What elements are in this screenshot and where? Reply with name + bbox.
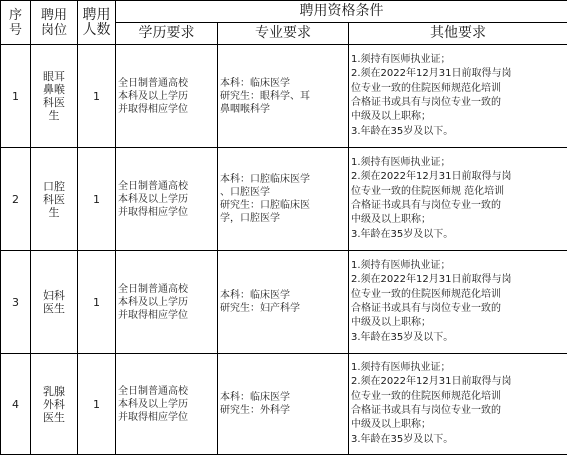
table-row — [1, 45, 567, 148]
header-qualification: 聘用资格条件 — [116, 1, 567, 23]
post-cell: 乳腺 外科 医生 — [31, 354, 78, 455]
education-cell: 全日制普通高校 本科及以上学历 并取得相应学位 — [116, 148, 218, 251]
other-cell: 1.须持有医师执业证； 2.须在2022年12月31日前取得与岗 位专业一致的住院医师规范化培训 合格证书或具有与岗位专业一致的 中级及以上职称； 3.年龄在35岁及以下。 — [349, 354, 567, 455]
other-cell: 1.须持有医师执业证； 2.须在2022年12月31日前取得与岗 位专业一致的住院医师规范化培训 合格证书或具有与岗位专业一致的 中级及以上职称； 3.年龄在35岁及以下。 — [349, 45, 567, 148]
table-row — [1, 251, 567, 354]
row-number: 3 — [1, 251, 31, 354]
post-cell: 妇科 医生 — [31, 251, 78, 354]
row-number: 2 — [1, 148, 31, 251]
education-cell: 全日制普通高校 本科及以上学历 并取得相应学位 — [116, 354, 218, 455]
post-cell: 口腔 科医 生 — [31, 148, 78, 251]
header-other: 其他要求 — [349, 23, 567, 45]
row-number: 1 — [1, 45, 31, 148]
major-cell: 本科：临床医学 研究生：外科学 — [218, 354, 349, 455]
major-cell: 本科：临床医学 研究生：眼科学、耳 鼻咽喉科学 — [218, 45, 349, 148]
header-no: 序 号 — [1, 1, 31, 45]
count-cell: 1 — [78, 251, 116, 354]
header-count: 聘用 人数 — [78, 1, 116, 45]
header-major: 专业要求 — [218, 23, 349, 45]
count-cell: 1 — [78, 45, 116, 148]
header-post: 聘用 岗位 — [31, 1, 78, 45]
table-row — [1, 354, 567, 455]
other-cell: 1.须持有医师执业证； 2.须在2022年12月31日前取得与岗 位专业一致的住院医师规 范化培训 合格证书或具有与岗位专业一致的 中级及以上职称； 3.年龄在35岁及以下。 — [349, 148, 567, 251]
major-cell: 本科：临床医学 研究生：妇产科学 — [218, 251, 349, 354]
count-cell: 1 — [78, 354, 116, 455]
row-number: 4 — [1, 354, 31, 455]
header-education: 学历要求 — [116, 23, 218, 45]
header-row-1 — [1, 1, 567, 23]
table-row — [1, 148, 567, 251]
education-cell: 全日制普通高校 本科及以上学历 并取得相应学位 — [116, 251, 218, 354]
major-cell: 本科：口腔临床医学 、口腔医学 研究生：口腔临床医 学，口腔医学 — [218, 148, 349, 251]
other-cell: 1.须持有医师执业证； 2.须在2022年12月31日前取得与岗 位专业一致的住院医师规范化培训 合格证书或具有与岗位专业一致的 中级及以上职称； 3.年龄在35岁及以下。 — [349, 251, 567, 354]
count-cell: 1 — [78, 148, 116, 251]
education-cell: 全日制普通高校 本科及以上学历 并取得相应学位 — [116, 45, 218, 148]
post-cell: 眼耳 鼻喉 科医 生 — [31, 45, 78, 148]
